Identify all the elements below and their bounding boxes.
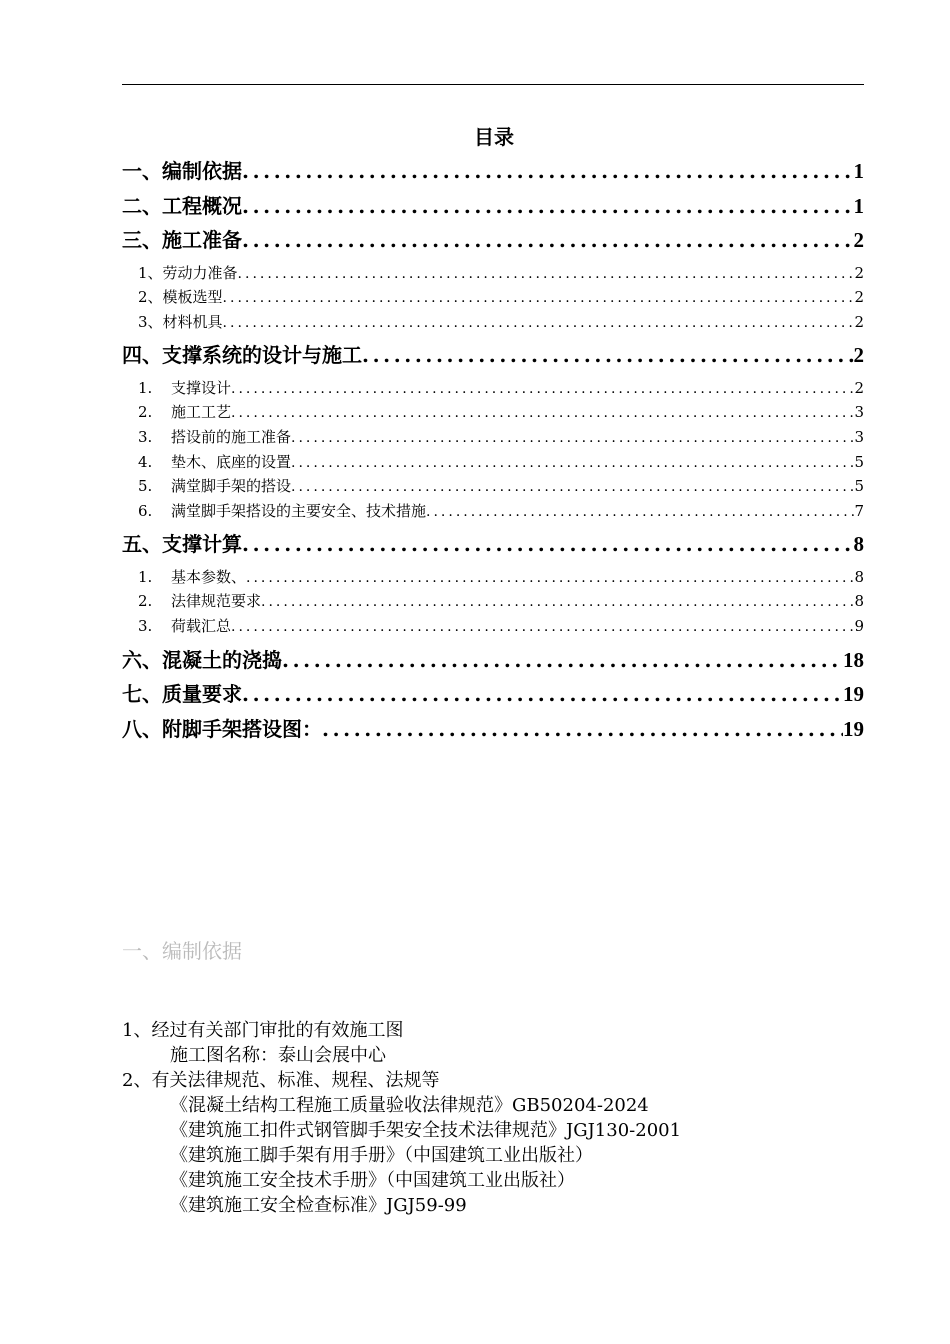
toc-dot-leader (426, 500, 854, 524)
toc-entry-text: 施工工艺 (171, 403, 232, 422)
toc-page-number: 8 (854, 592, 864, 611)
toc-dot-leader (291, 451, 854, 475)
toc-entry-text: 支撑设计 (171, 378, 232, 397)
toc-page-number: 1 (853, 193, 864, 218)
toc-entry-number: 1. (138, 378, 153, 397)
reference-line: 《混凝土结构工程施工质量验收法律规范》GB50204-2024 (170, 1095, 649, 1116)
toc-entry[interactable] (122, 527, 864, 562)
toc-entry-label (138, 261, 238, 286)
toc-page-number: 2 (854, 312, 864, 331)
list-item: 1、经过有关部门审批的有效施工图 (122, 1020, 404, 1041)
toc-entry-label (122, 712, 322, 747)
toc-subentry[interactable] (122, 425, 864, 450)
toc-entry-number: 2. (138, 403, 153, 422)
toc-entry-text: 六、混凝土的浇捣 (122, 647, 282, 672)
toc-entry-label (138, 474, 291, 499)
toc-dot-leader (242, 223, 854, 258)
toc-entry-label (138, 285, 223, 310)
toc-entry[interactable] (122, 677, 864, 712)
toc-subentry[interactable] (122, 474, 864, 499)
toc-entry-number: 3. (138, 617, 153, 636)
toc-entry-label (122, 223, 242, 258)
toc-dot-leader (223, 286, 855, 310)
reference-line: 《建筑施工扣件式钢管脚手架安全技术法律规范》JGJ130-2001 (170, 1120, 682, 1141)
toc-entry-label (138, 376, 231, 401)
toc-entry-text: 搭设前的施工准备 (171, 427, 292, 446)
toc-page-number: 5 (854, 477, 864, 496)
toc-entry-number: 2. (138, 592, 153, 611)
toc-entry-text: 法律规范要求 (171, 592, 262, 611)
toc-dot-leader (231, 401, 854, 425)
toc-entry-label (138, 310, 223, 335)
toc-entry[interactable] (122, 154, 864, 189)
toc-entry-text: 八、附脚手架搭设图： (122, 716, 322, 741)
toc-entry-label (122, 189, 242, 224)
toc-dot-leader (322, 712, 843, 747)
toc-dot-leader (282, 643, 843, 678)
toc-entry-text: 基本参数、 (171, 567, 247, 586)
toc-entry[interactable] (122, 189, 864, 224)
toc-entry-label (138, 565, 246, 590)
toc-entry[interactable] (122, 712, 864, 747)
toc-entry-label (138, 425, 291, 450)
toc-page-number: 5 (854, 452, 864, 471)
toc-title: 目录 (474, 125, 514, 149)
section-heading: 一、编制依据 (122, 939, 242, 963)
toc-dot-leader (231, 377, 854, 401)
toc-dot-leader (291, 426, 854, 450)
toc-entry-number: 5. (138, 477, 153, 496)
toc-subentry[interactable] (122, 565, 864, 590)
toc-subentry[interactable] (122, 285, 864, 310)
toc-subentry[interactable] (122, 310, 864, 335)
toc-dot-leader (362, 338, 854, 373)
toc-entry[interactable] (122, 223, 864, 258)
toc-entry-label (138, 589, 261, 614)
toc-entry-number: 3. (138, 427, 153, 446)
toc-entry-text: 2、模板选型 (138, 288, 223, 307)
toc-page-number: 18 (843, 647, 864, 672)
toc-entry-text: 1、劳动力准备 (138, 263, 238, 282)
toc-entry-label (122, 677, 242, 712)
toc-entry[interactable] (122, 338, 864, 373)
toc-page-number: 1 (853, 159, 864, 183)
toc-page-number: 2 (854, 288, 864, 307)
toc-entry-label (138, 499, 426, 524)
toc-page-number: 19 (843, 682, 864, 707)
toc-page-number: 8 (854, 567, 864, 586)
toc-dot-leader (242, 677, 843, 712)
toc-subentry[interactable] (122, 614, 864, 639)
toc-page-number: 2 (853, 343, 864, 368)
toc-entry-text: 满堂脚手架搭设的主要安全、技术措施 (171, 501, 427, 520)
toc-entry-text: 二、工程概况 (122, 193, 242, 218)
toc-dot-leader (231, 615, 854, 639)
toc-dot-leader (242, 189, 854, 224)
toc-page-number: 2 (853, 228, 864, 252)
detail-line: 施工图名称：泰山会展中心 (170, 1045, 386, 1066)
table-of-contents (122, 154, 864, 746)
toc-subentry[interactable] (122, 376, 864, 401)
list-item: 2、有关法律规范、标准、规程、法规等 (122, 1070, 440, 1091)
toc-entry-label (122, 527, 242, 562)
reference-line: 《建筑施工安全检查标准》JGJ59-99 (170, 1195, 467, 1216)
section-body (122, 1018, 681, 1218)
toc-page-number: 3 (854, 427, 864, 446)
toc-page-number: 2 (854, 263, 864, 282)
header-rule (122, 84, 864, 85)
toc-dot-leader (242, 154, 854, 189)
toc-dot-leader (238, 262, 855, 286)
toc-subentry[interactable] (122, 400, 864, 425)
toc-dot-leader (242, 527, 854, 562)
toc-page-number: 7 (854, 501, 864, 520)
toc-entry-text: 荷载汇总 (171, 617, 232, 636)
toc-entry-text: 满堂脚手架的搭设 (171, 477, 292, 496)
toc-entry-label (138, 614, 231, 639)
reference-line: 《建筑施工脚手架有用手册》（中国建筑工业出版社） (170, 1145, 593, 1166)
toc-entry-text: 3、材料机具 (138, 312, 223, 331)
toc-subentry[interactable] (122, 589, 864, 614)
toc-entry-number: 4. (138, 452, 153, 471)
toc-entry-label (138, 400, 231, 425)
toc-entry-text: 七、质量要求 (122, 682, 242, 707)
toc-page-number: 19 (843, 716, 864, 741)
toc-page-number: 3 (854, 403, 864, 422)
toc-entry-text: 三、施工准备 (122, 228, 242, 252)
toc-dot-leader (261, 590, 854, 614)
toc-entry-text: 四、支撑系统的设计与施工 (122, 343, 362, 368)
toc-dot-leader (246, 566, 854, 590)
toc-entry-label (122, 338, 362, 373)
toc-page-number: 9 (854, 617, 864, 636)
toc-page-number: 8 (853, 532, 864, 557)
reference-line: 《建筑施工安全技术手册》（中国建筑工业出版社） (170, 1170, 575, 1191)
toc-entry-number: 6. (138, 501, 153, 520)
toc-subentry[interactable] (122, 261, 864, 286)
toc-entry-text: 五、支撑计算 (122, 532, 242, 557)
toc-page-number: 2 (854, 378, 864, 397)
toc-subentry[interactable] (122, 499, 864, 524)
toc-entry-label (122, 154, 242, 189)
toc-entry-label (122, 643, 282, 678)
toc-subentry[interactable] (122, 450, 864, 475)
toc-dot-leader (223, 311, 855, 335)
toc-entry-text: 一、编制依据 (122, 159, 242, 183)
toc-entry-text: 垫木、底座的设置 (171, 452, 292, 471)
toc-entry[interactable] (122, 643, 864, 678)
toc-dot-leader (291, 475, 854, 499)
toc-entry-label (138, 450, 291, 475)
toc-entry-number: 1. (138, 567, 153, 586)
